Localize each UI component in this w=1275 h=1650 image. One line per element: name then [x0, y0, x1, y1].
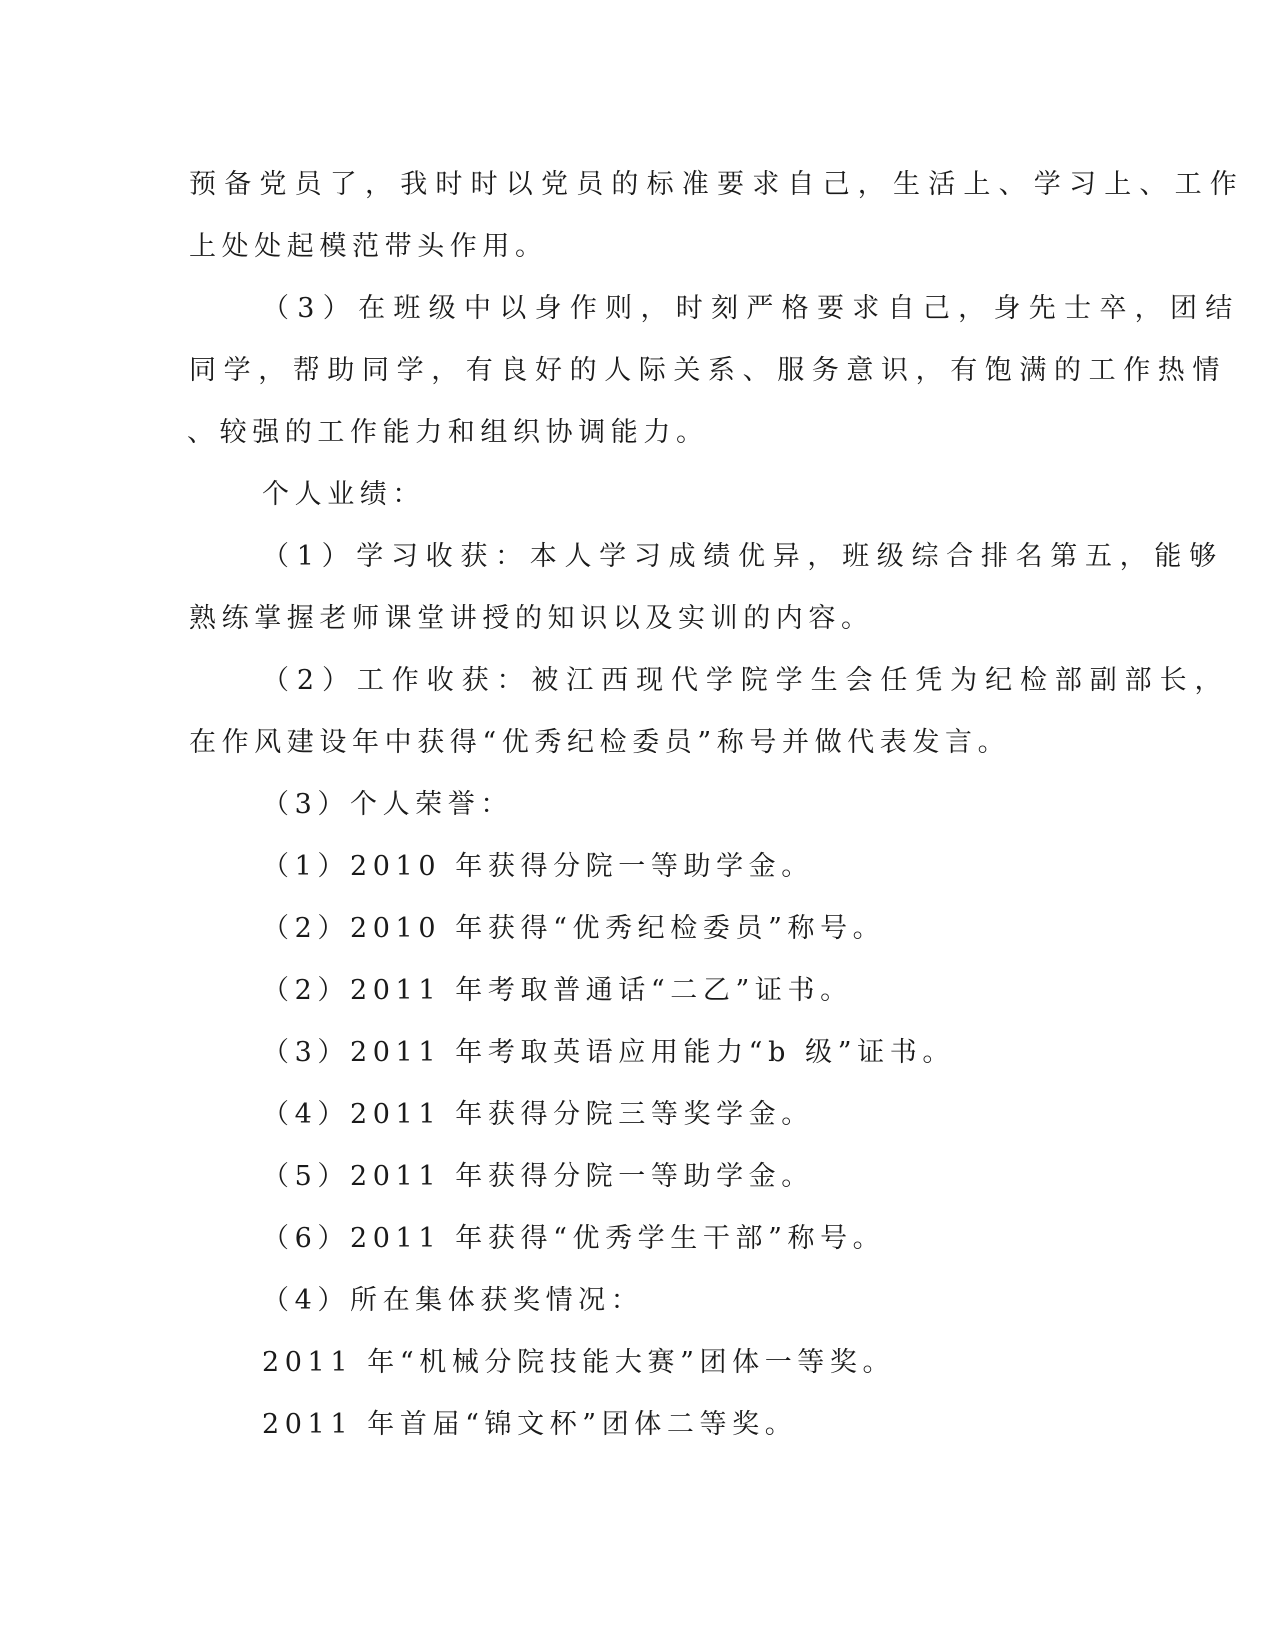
paragraph-line: （3）在班级中以身作则，时刻严格要求自己，身先士卒，团结: [262, 293, 1241, 324]
subsection-heading: （4）所在集体获奖情况：: [262, 1285, 644, 1316]
list-item: 2011 年“机械分院技能大赛”团体一等奖。: [262, 1347, 896, 1378]
paragraph-line: 熟练掌握老师课堂讲授的知识以及实训的内容。: [189, 603, 874, 634]
section-heading: 个人业绩：: [262, 479, 425, 510]
list-item: （6）2011 年获得“优秀学生干部”称号。: [262, 1223, 886, 1254]
list-item: （5）2011 年获得分院一等助学金。: [262, 1161, 814, 1192]
subsection-heading: （3）个人荣誉：: [262, 789, 513, 820]
list-item: （1）2010 年获得分院一等助学金。: [262, 851, 814, 882]
paragraph-line: 预备党员了，我时时以党员的标准要求自己，生活上、学习上、工作: [189, 169, 1245, 200]
paragraph-line: 在作风建设年中获得“优秀纪检委员”称号并做代表发言。: [189, 727, 1011, 758]
paragraph-line: 、较强的工作能力和组织协调能力。: [187, 417, 709, 448]
list-item: 2011 年首届“锦文杯”团体二等奖。: [262, 1409, 798, 1440]
paragraph-line: （2）工作收获：被江西现代学院学生会任凭为纪检部副部长，: [262, 665, 1230, 696]
paragraph-line: 同学，帮助同学，有良好的人际关系、服务意识，有饱满的工作热情: [189, 355, 1227, 386]
list-item: （2）2011 年考取普通话“二乙”证书。: [262, 975, 853, 1006]
paragraph-line: （1）学习收获：本人学习成绩优异，班级综合排名第五，能够: [262, 541, 1224, 572]
paragraph-line: 上处处起模范带头作用。: [189, 231, 548, 262]
list-item: （3）2011 年考取英语应用能力“b 级”证书。: [262, 1037, 955, 1068]
list-item: （4）2011 年获得分院三等奖学金。: [262, 1099, 814, 1130]
list-item: （2）2010 年获得“优秀纪检委员”称号。: [262, 913, 886, 944]
